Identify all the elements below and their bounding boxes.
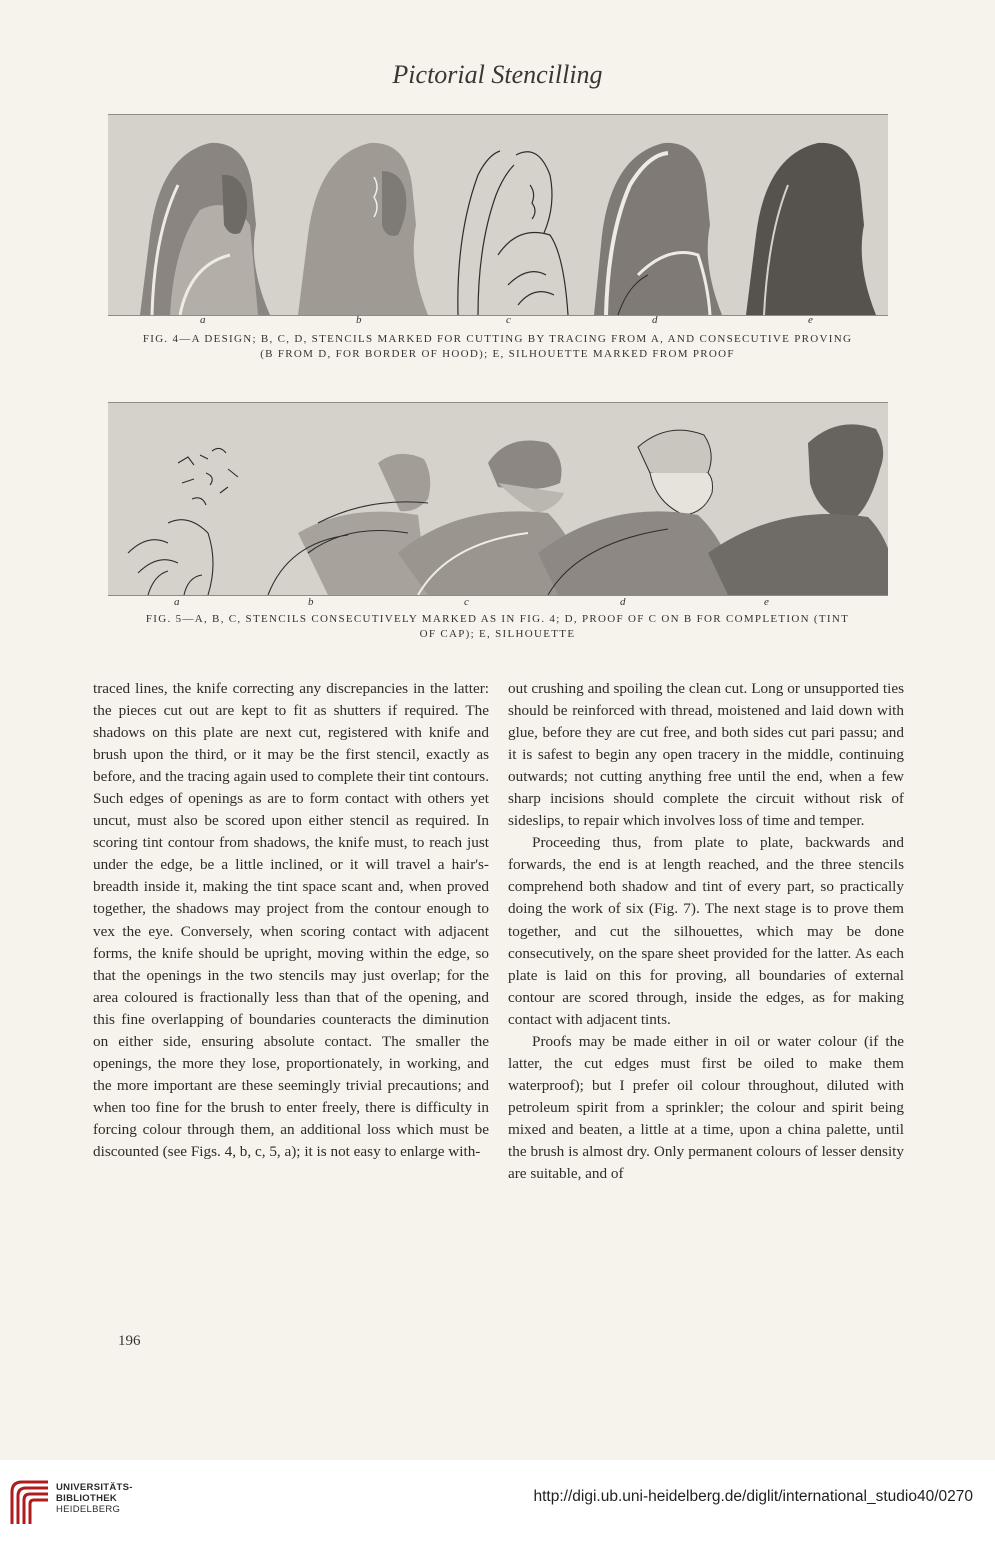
figure-5-illustration	[108, 403, 888, 595]
right-paragraph-2: Proceeding thus, from plate to plate, backwards and forwards, the end is at length reached, and the three stencils comprehend both shadow and tint of every part, so practically doing the work of six (Fig. 7). The next stage is to prove them together, and cut the silhouettes, which may be done consecutively, on the spare sheet provided for the latter. As each plate is laid on this for proving, all boundaries of external contour are scored through, inside the edges, as for making contact with adjacent tints.	[508, 834, 904, 1028]
right-paragraph-3: Proofs may be made either in oil or water colour (if the latter, the cut edges must first be oiled to make them waterproof); but I prefer oil colour throughout, diluted with petroleum spirit from a sprinkler; the colour and spirit being mixed and beaten, a little at a time, upon a china palette, until the brush is almost dry. Only permanent colours of lesser density are suitable, and of	[508, 1032, 904, 1183]
fig4-letter-b: b	[356, 314, 362, 326]
running-head: Pictorial Stencilling	[392, 60, 603, 89]
figure-4-plate	[108, 114, 888, 316]
logo-line-2: BIBLIOTHEK	[56, 1493, 118, 1504]
fig4-letter-c: c	[506, 314, 511, 326]
fig5-letter-a: a	[174, 596, 180, 608]
library-logo-icon	[8, 1478, 52, 1528]
figure-5-caption	[80, 612, 915, 642]
figure-4-letters	[108, 314, 888, 328]
figure-4-caption-line2: (B FROM D, FOR BORDER OF HOOD); E, SILHOUETTE MARKED FROM PROOF	[260, 348, 735, 360]
page-number: 196	[118, 1333, 141, 1349]
left-column	[93, 678, 489, 1163]
fig4-letter-e: e	[808, 314, 813, 326]
source-url-link[interactable]: http://digi.ub.uni-heidelberg.de/diglit/international_studio40/0270	[533, 1488, 973, 1505]
figure-5-caption-line2: OF CAP); E, SILHOUETTE	[419, 628, 576, 640]
figure-5-plate	[108, 402, 888, 596]
footer-bar	[0, 1460, 995, 1544]
right-paragraph-1: out crushing and spoiling the clean cut. Long or unsupported ties should be reinforced with thread, moistened and laid down with glue, before they are cut free, and both sides cut pari passu; and it is safest to begin any open tracery in the middle, continuing outwards; not cutting anything free until the end, when a few sharp incisions should complete the circuit without risk of sideslips, to repair which involves loss of time and temper.	[508, 680, 904, 830]
figure-4-caption	[80, 332, 915, 362]
fig5-letter-e: e	[764, 596, 769, 608]
figure-5-caption-line1: FIG. 5—A, B, C, STENCILS CONSECUTIVELY MARKED AS IN FIG. 4; D, PROOF OF C ON B FOR COMPLETION (TINT	[145, 613, 850, 625]
logo-line-1: UNIVERSITÄTS-	[56, 1482, 133, 1493]
right-column	[508, 678, 904, 1185]
figure-5-letters	[108, 596, 888, 610]
figure-4-caption-line1: FIG. 4—A DESIGN; B, C, D, STENCILS MARKED FOR CUTTING BY TRACING FROM A, AND CONSECUTIVE PROVING	[142, 333, 853, 345]
logo-line-3: HEIDELBERG	[56, 1504, 121, 1515]
fig5-letter-b: b	[308, 596, 314, 608]
library-logo-text	[56, 1482, 133, 1515]
fig4-letter-d: d	[652, 314, 658, 326]
figure-4-illustration	[108, 115, 888, 315]
left-paragraph-1: traced lines, the knife correcting any discrepancies in the latter: the pieces cut out are kept to fit as shutters if required. The shadows on this plate are next cut, registered with knife and brush upon the third, or it may be the first stencil, exactly as before, and the tracing again used to complete their tint contours. Such edges of openings as are to form contact with others yet uncut, must also be scored upon either stencil as required. In scoring tint contour from shadows, the knife must, to reach just under the edge, be a little inclined, or it will travel a hair's-breadth inside it, making the tint space scant and, when proved together, the shadows may project from the contour enough to vex the eye. Conversely, when scoring contact with adjacent forms, the knife should be upright, moving within the edge, so that the openings in the two stencils may just overlap; for the area coloured is fractionally less than that of the opening, and this fine overlapping of boundaries counteracts the diminution on either side, ensuring absolute contact. The smaller the openings, the more they lose, proportionately, in working, and the more important are these seemingly trivial precautions; and when too fine for the brush to enter freely, there is difficulty in forcing colour through them, an additional loss which must be discounted (see Figs. 4, b, c, 5, a); it is not easy to enlarge with-	[93, 680, 489, 1160]
fig5-letter-d: d	[620, 596, 626, 608]
fig4-letter-a: a	[200, 314, 206, 326]
fig5-letter-c: c	[464, 596, 469, 608]
